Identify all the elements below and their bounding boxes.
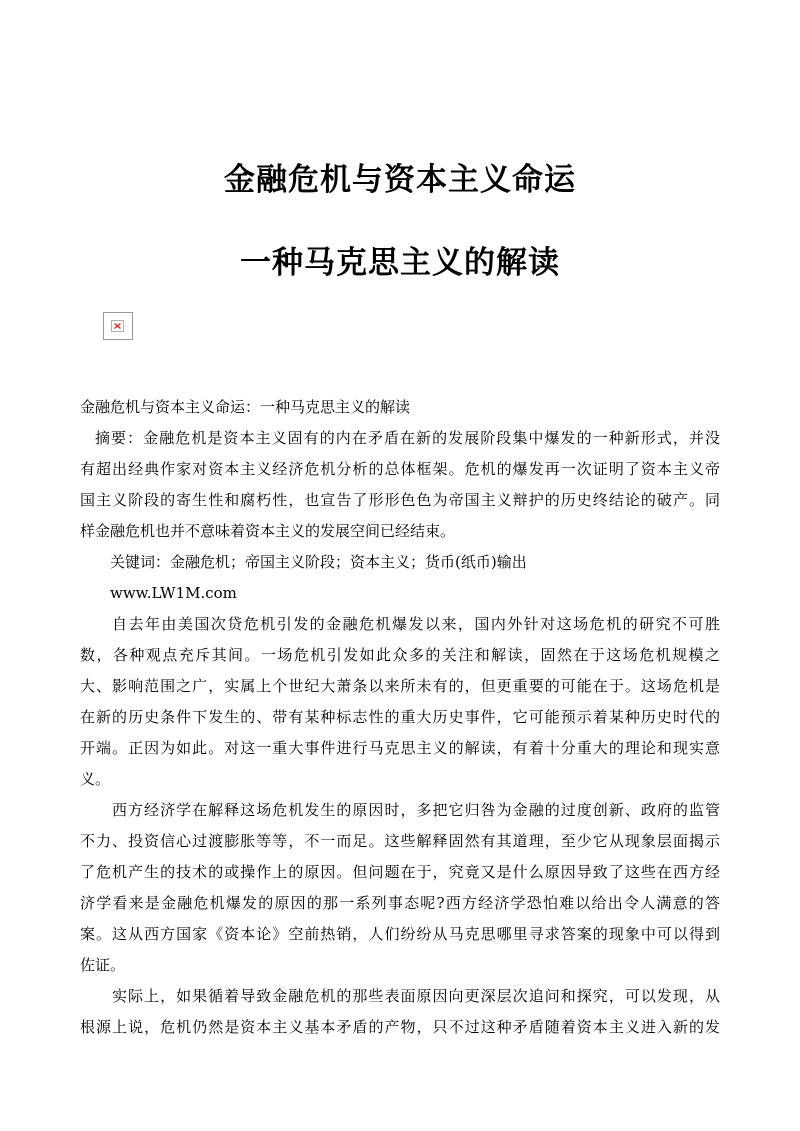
paragraph-line: 佐证。: [80, 956, 126, 974]
keywords-line: 关键词：金融危机；帝国主义阶段；资本主义；货币(纸币)输出: [110, 553, 527, 571]
paragraph-line: 大、影响范围之广，实属上个世纪大萧条以来所未有的，但更重要的可能在于。这场危机是: [80, 677, 720, 695]
broken-image-icon: [111, 320, 124, 332]
paragraph-line: 义。: [80, 770, 111, 788]
paragraph-line: 西方经济学在解释这场危机发生的原因时，多把它归咎为金融的过度创新、政府的监管: [112, 801, 720, 819]
paragraph-line: 案。这从西方国家《资本论》空前热销，人们纷纷从马克思哪里寻求答案的现象中可以得到: [80, 925, 720, 943]
abstract-line: 样金融危机也并不意味着资本主义的发展空间已经结束。: [80, 522, 456, 540]
abstract-line: 有超出经典作家对资本主义经济危机分析的总体框架。危机的爆发再一次证明了资本主义帝: [80, 460, 720, 478]
abstract-line: 国主义阶段的寄生性和腐朽性，也宣告了形形色色为帝国主义辩护的历史终结论的破产。同: [80, 491, 720, 509]
website-link[interactable]: www.LW1M.com: [110, 584, 237, 602]
article-body: [80, 392, 720, 1043]
paragraph-line: 济学看来是金融危机爆发的原因的那一系列事态呢?西方经济学恐怕难以给出令人满意的答: [80, 894, 720, 912]
page-subtitle: 一种马克思主义的解读: [240, 245, 560, 281]
paragraph-line: 了危机产生的技术的或操作上的原因。但问题在于，究竟又是什么原因导致了这些在西方经: [80, 863, 720, 881]
paragraph-line: 实际上，如果循着导致金融危机的那些表面原因向更深层次追问和探究，可以发现，从: [112, 987, 720, 1005]
paragraph-line: 自去年由美国次贷危机引发的金融危机爆发以来，国内外针对这场危机的研究不可胜: [112, 615, 720, 633]
paragraph-line: 在新的历史条件下发生的、带有某种标志性的重大历史事件，它可能预示着某种历史时代的: [80, 708, 720, 726]
article-heading: 金融危机与资本主义命运：一种马克思主义的解读: [80, 398, 411, 416]
page-title: 金融危机与资本主义命运: [224, 162, 576, 198]
paragraph-line: 根源上说，危机仍然是资本主义基本矛盾的产物，只不过这种矛盾随着资本主义进入新的发: [80, 1018, 720, 1036]
paragraph-line: 数，各种观点充斥其间。一场危机引发如此众多的关注和解读，固然在于这场危机规模之: [80, 646, 720, 664]
paragraph-line: 不力、投资信心过渡膨胀等等，不一而足。这些解释固然有其道理，至少它从现象层面揭示: [80, 832, 720, 850]
abstract-line: 摘要：金融危机是资本主义固有的内在矛盾在新的发展阶段集中爆发的一种新形式，并没: [95, 429, 720, 447]
paragraph-line: 开端。正因为如此。对这一重大事件进行马克思主义的解读，有着十分重大的理论和现实意: [80, 739, 720, 757]
broken-image-placeholder: [103, 312, 133, 340]
